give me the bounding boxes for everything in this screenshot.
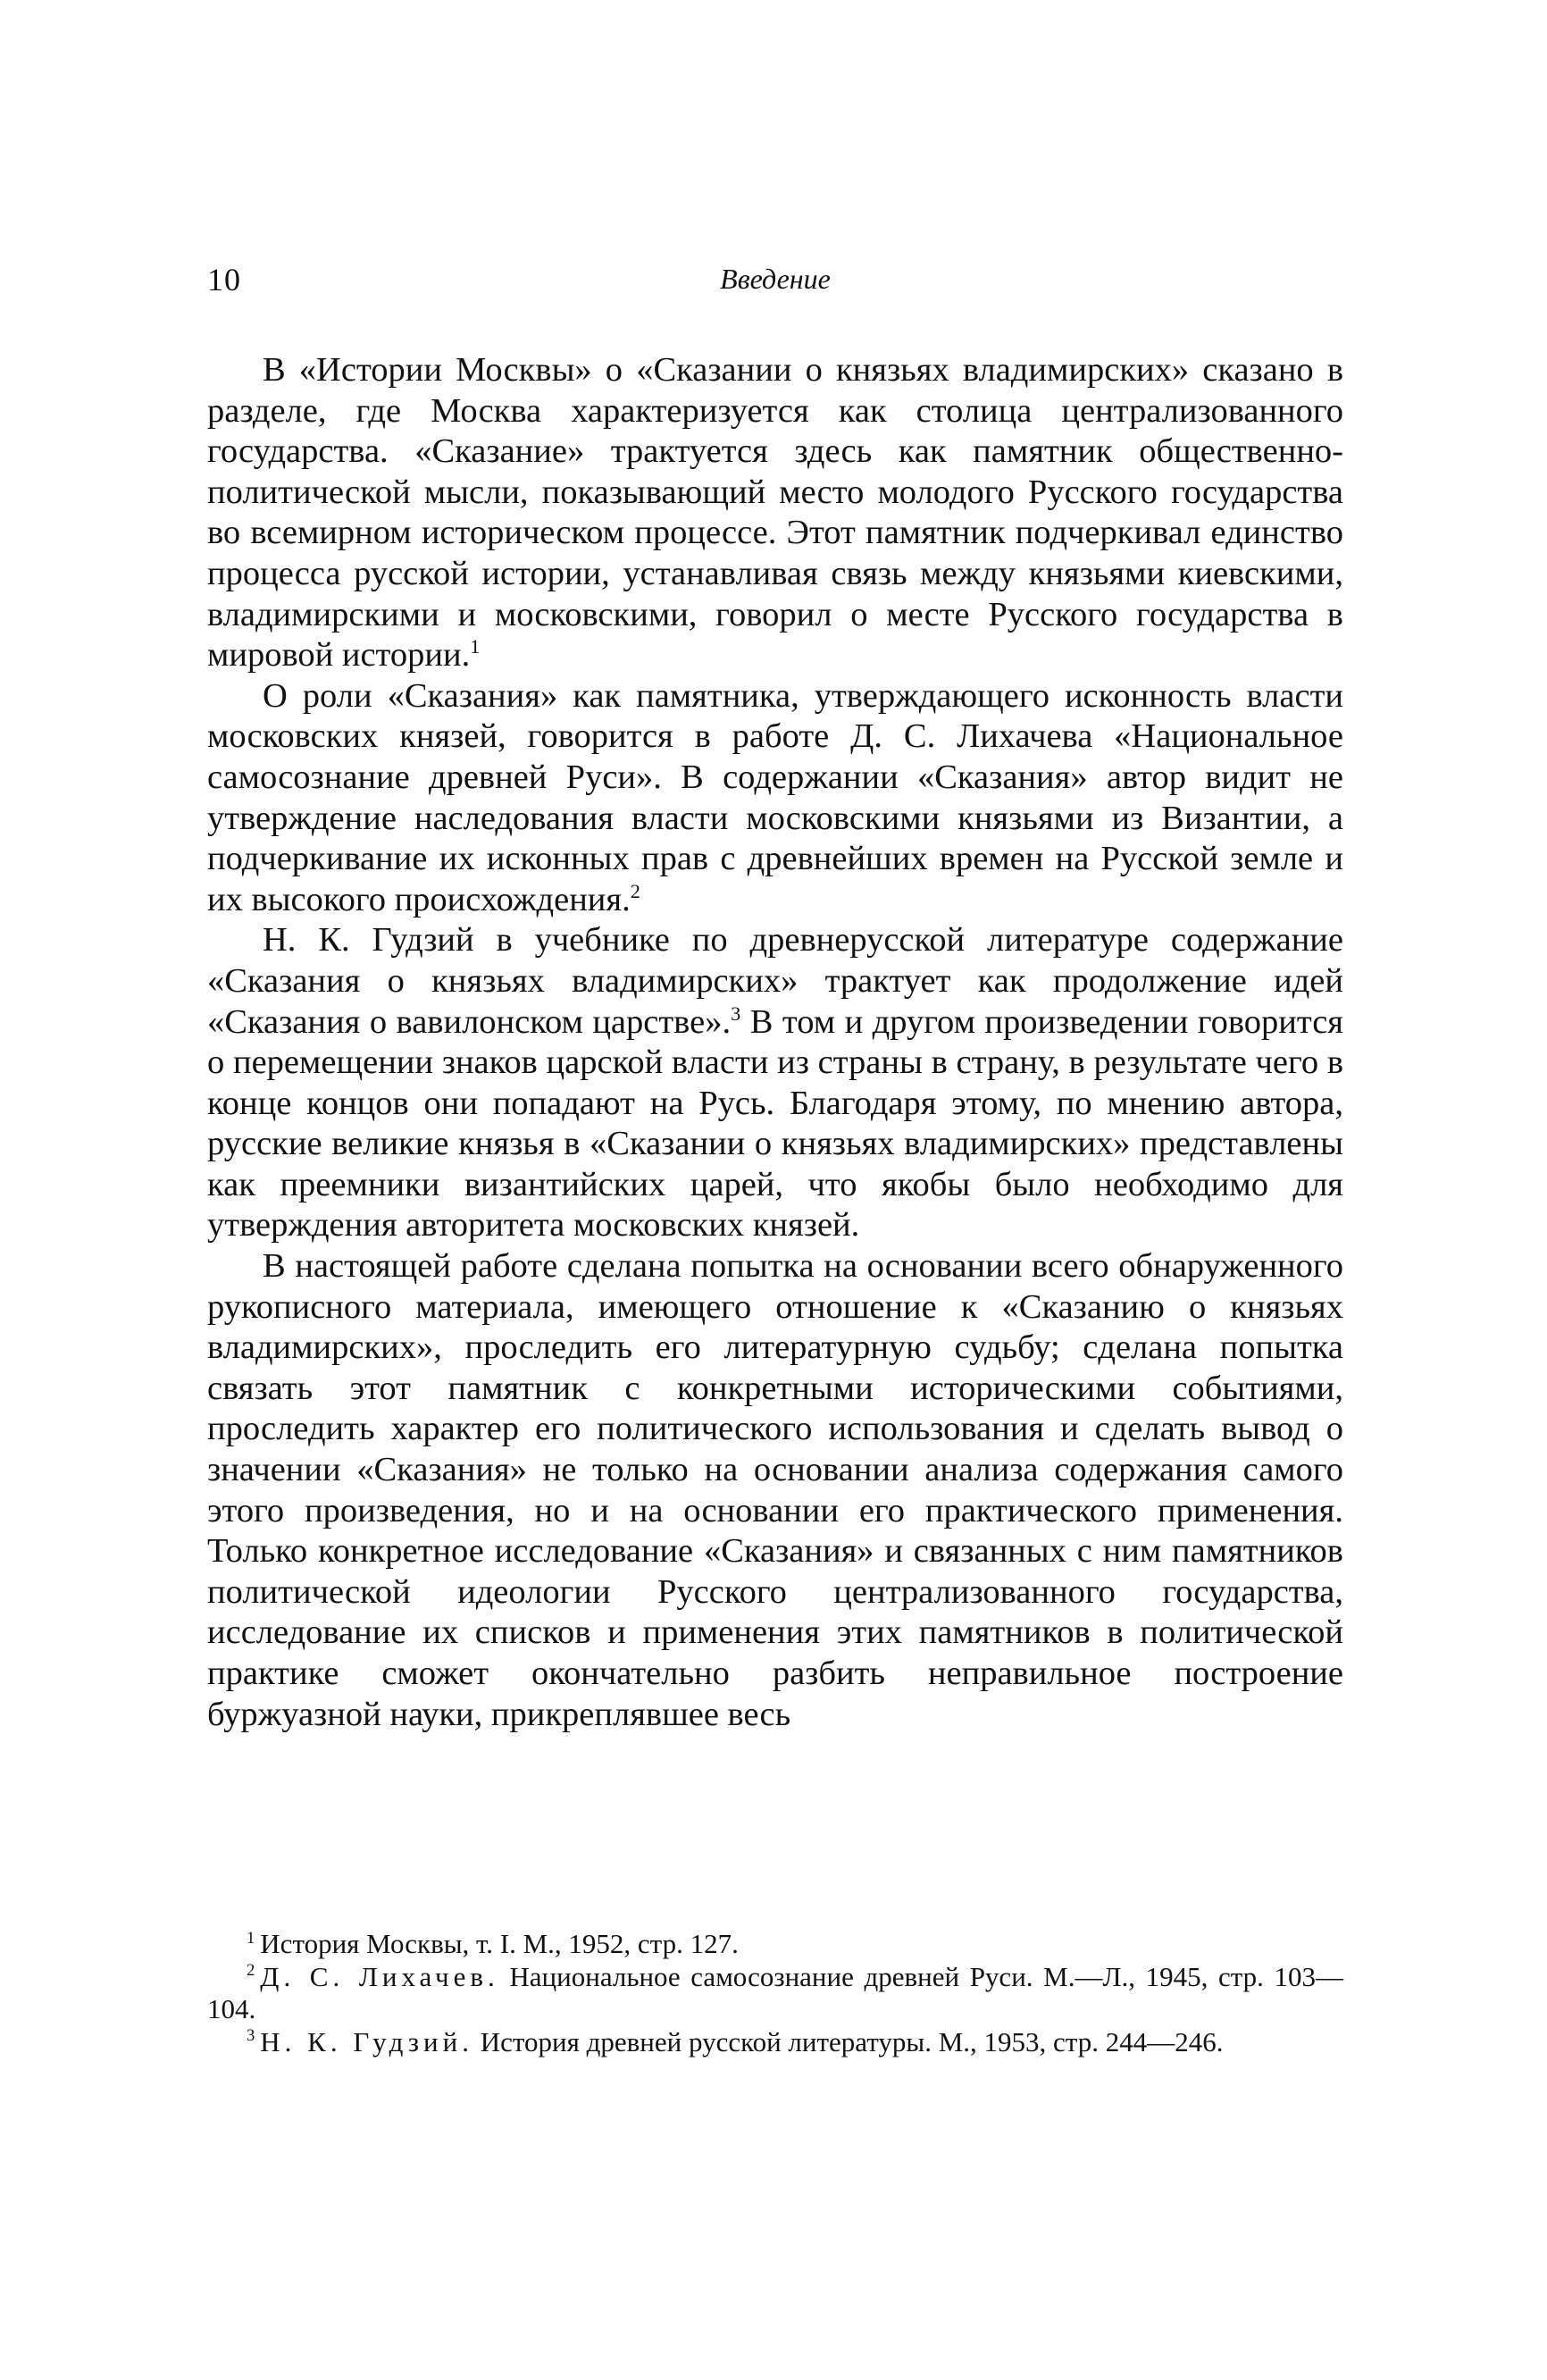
paragraph-text: В том и другом произведении говорится о перемещении знаков царской власти из страны в страну, в результате чего в конце концов они попадают на Русь. Благодаря этому, по мнению автора, русские великие князья в «Сказании о князьях владимирских» представлены как преемники византийских царей, что якобы было необходимо для утверждения авторитета московских князей. xyxy=(207,1002,1343,1244)
main-text xyxy=(207,350,1343,1735)
footnotes xyxy=(207,1928,1343,2058)
paragraph-text: В настоящей работе сделана попытка на основании всего обнаруженного рукописного материала, имеющего отношение к «Сказанию о князьях владимирских», проследить его литературную судьбу; сделана попытка связать этот памятник с конкретными историческими событиями, проследить характер его политического использования и сделать вывод о значении «Сказания» не только на основании анализа содержания самого этого произведения, но и на основании его практического применения. Только конкретное исследование «Сказания» и связанных с ним памятников политической идеологии Русского централизованного государства, исследование их списков и применения этих памятников в политической практике сможет окончательно разбить неправильное построение буржуазной науки, прикреплявшее весь xyxy=(207,1247,1343,1733)
footnote-ref[interactable]: 1 xyxy=(470,635,481,658)
footnote xyxy=(207,1928,1343,1961)
footnote-marker: 3 xyxy=(247,2026,255,2046)
page-header xyxy=(207,261,1343,304)
paragraph xyxy=(207,1246,1343,1735)
paragraph-text: Н. К. Гудзий в учебнике по древнерусской литературе содержание «Сказания о князьях владимирских» трактует как продолжение идей «Сказания о вавилонском царстве». xyxy=(207,921,1343,1041)
footnote-author: Д. С. Лихачев. xyxy=(260,1960,499,1992)
footnote xyxy=(207,1961,1343,2026)
footnote-marker: 1 xyxy=(247,1928,255,1948)
paragraph xyxy=(207,676,1343,921)
footnote-ref[interactable]: 3 xyxy=(731,1001,741,1025)
footnote-marker: 2 xyxy=(247,1961,255,1981)
running-title: Введение xyxy=(720,263,831,295)
footnote-author: Н. К. Гудзий. xyxy=(260,2025,473,2057)
footnote xyxy=(207,2026,1343,2059)
footnote-text: История древней русской литературы. М., 1953, стр. 244—246. xyxy=(472,2025,1224,2057)
page-number: 10 xyxy=(207,262,241,298)
paragraph xyxy=(207,920,1343,1246)
footnote-text: Национальное самосознание древней Руси. М.—Л., 1945, стр. 103—104. xyxy=(207,1960,1343,2024)
paragraph-text: О роли «Сказания» как памятника, утверждающего исконность власти московских князей, говорится в работе Д. С. Лихачева «Национальное самосознание древней Руси». В содержании «Сказания» автор видит не утверждение наследования власти московскими князьями из Византии, а подчеркивание их исконных прав с древнейших времен на Русской земле и их высокого происхождения. xyxy=(207,676,1343,918)
paragraph-text: В «Истории Москвы» о «Сказании о князьях владимирских» сказано в разделе, где Москва характеризуется как столица централизованного государства. «Сказание» трактуется здесь как памятник общественно-политической мысли, показывающий место молодого Русского государства во всемирном историческом процессе. Этот памятник подчеркивал единство процесса русской истории, устанавливая связь между князьями киевскими, владимирскими и московскими, говорил о месте Русского государства в мировой истории. xyxy=(207,351,1343,675)
paragraph xyxy=(207,350,1343,676)
footnote-ref[interactable]: 2 xyxy=(630,879,640,902)
footnote-text: История Москвы, т. I. М., 1952, стр. 127. xyxy=(260,1928,739,1959)
